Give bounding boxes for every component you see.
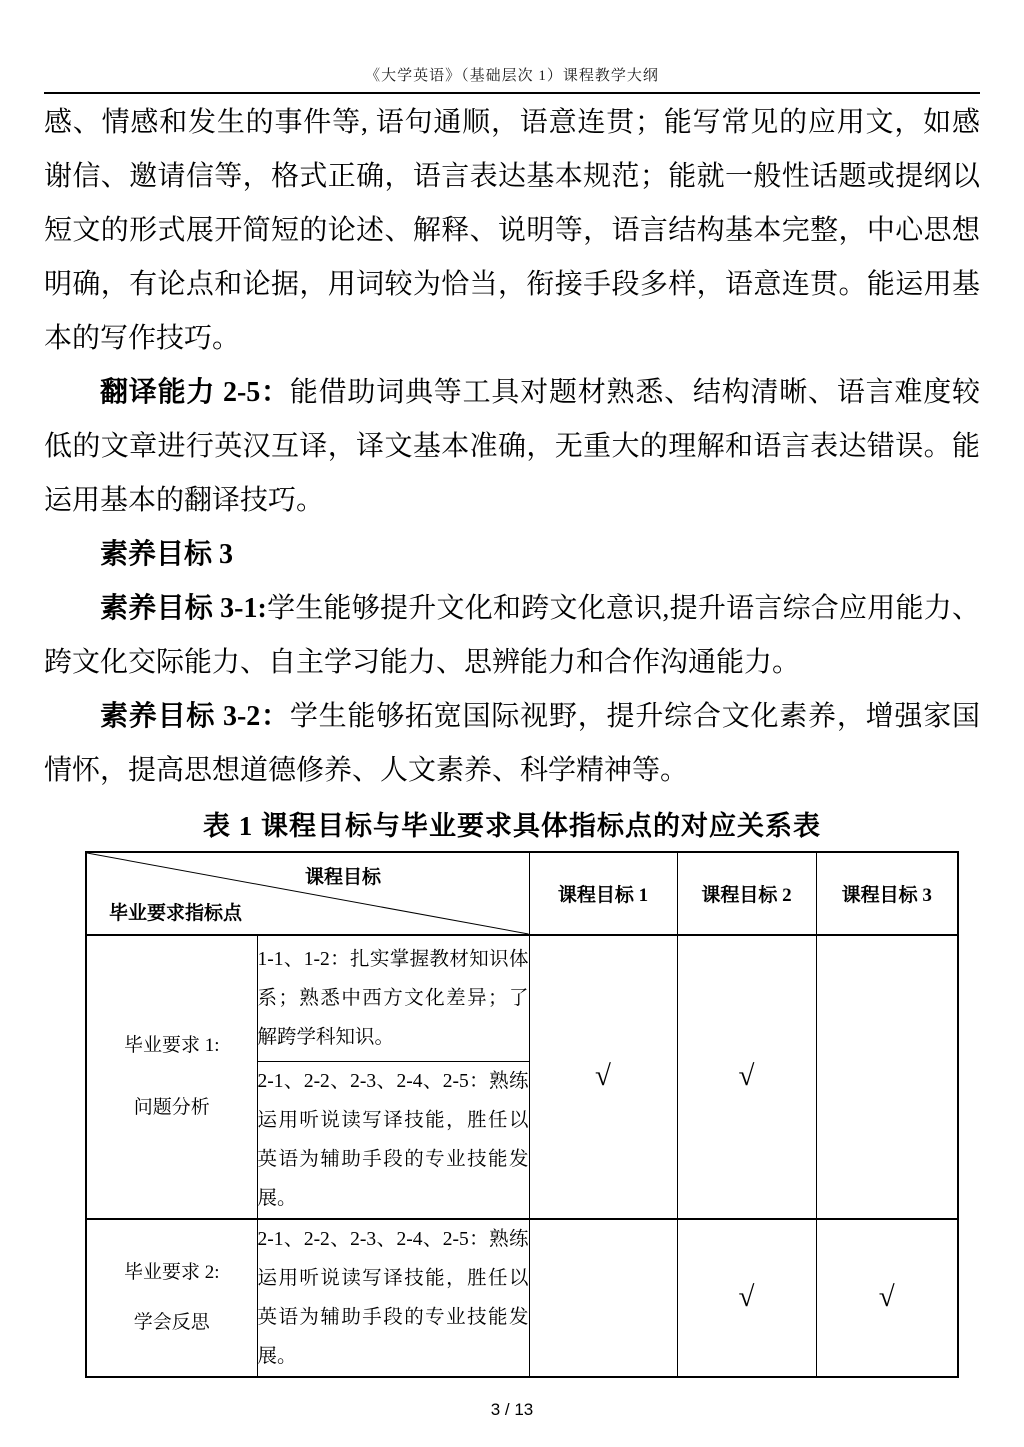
goal-3-check-cell-row-2: √ bbox=[816, 1219, 958, 1377]
indicator-2-x-cell-row-2: 2-1、2-2、2-3、2-4、2-5：熟练运用听说读写译技能，胜任以英语为辅助手段的专业技能发展。 bbox=[257, 1219, 529, 1377]
paragraph-text: 学生能够拓宽国际视野，提升综合文化素养，增强家国情怀，提高思想道德修养、人文素养、科学精神等。 bbox=[44, 701, 980, 786]
column-header-goal-1: 课程目标 1 bbox=[529, 852, 677, 935]
requirement-2-subtitle: 学会反思 bbox=[133, 1311, 210, 1333]
paragraph-literacy-goal-3 bbox=[44, 528, 980, 582]
paragraph-lead: 素养目标 3 bbox=[100, 539, 234, 570]
paragraph-lead: 素养目标 3-1: bbox=[100, 593, 267, 624]
requirement-1-subtitle: 问题分析 bbox=[133, 1096, 210, 1118]
diagonal-label-graduation-indicators: 毕业要求指标点 bbox=[109, 903, 243, 924]
paragraph-text: 能借助词典等工具对题材熟悉、结构清晰、语言难度较低的文章进行英汉互译，译文基本准确，无重大的理解和语言表达错误。能运用基本的翻译技巧。 bbox=[44, 377, 980, 516]
indicator-1-1-cell: 1-1、1-2：扎实掌握教材知识体系；熟悉中西方文化差异；了解跨学科知识。 bbox=[257, 935, 529, 1061]
paragraph-writing-skills bbox=[44, 96, 980, 366]
page-number: 3 / 13 bbox=[490, 1399, 534, 1419]
paragraph-lead: 素养目标 3-2： bbox=[100, 701, 290, 732]
table-header-row bbox=[86, 852, 958, 935]
table-row-requirement-1a bbox=[86, 935, 958, 1061]
goal-2-check-cell-row-2: √ bbox=[677, 1219, 816, 1377]
paragraph-literacy-goal-3-1 bbox=[44, 582, 980, 690]
requirement-1-title: 毕业要求 1: bbox=[123, 1034, 220, 1056]
course-goal-matrix-table bbox=[85, 851, 959, 1378]
paragraph-literacy-goal-3-2 bbox=[44, 690, 980, 798]
page-header bbox=[44, 0, 980, 94]
column-header-goal-2: 课程目标 2 bbox=[677, 852, 816, 935]
column-header-goal-3: 课程目标 3 bbox=[816, 852, 958, 935]
indicator-2-x-cell-row-1: 2-1、2-2、2-3、2-4、2-5：熟练运用听说读写译技能，胜任以英语为辅助手段的专业技能发展。 bbox=[257, 1061, 529, 1219]
table-caption: 表 1 课程目标与毕业要求具体指标点的对应关系表 bbox=[203, 811, 821, 841]
document-body bbox=[44, 96, 980, 798]
requirement-2-title: 毕业要求 2: bbox=[123, 1261, 220, 1283]
goal-1-check-cell-row-2 bbox=[529, 1219, 677, 1377]
header-title: 《大学英语》（基础层次 1）课程教学大纲 bbox=[44, 64, 980, 94]
goal-2-check-cell-row-1: √ bbox=[677, 935, 816, 1219]
paragraph-lead: 翻译能力 2-5： bbox=[100, 377, 290, 408]
diagonal-label-course-goals: 课程目标 bbox=[304, 867, 382, 888]
requirement-2-cell bbox=[86, 1219, 257, 1377]
paragraph-text: 学生能够提升文化和跨文化意识,提升语言综合应用能力、跨文化交际能力、自主学习能力、思辨能力和合作沟通能力。 bbox=[44, 593, 980, 678]
table-row-requirement-2 bbox=[86, 1219, 958, 1377]
requirement-1-cell bbox=[86, 935, 257, 1219]
goal-3-check-cell-row-1 bbox=[816, 935, 958, 1219]
diagonal-header-cell bbox=[86, 852, 529, 935]
goal-1-check-cell-row-1: √ bbox=[529, 935, 677, 1219]
paragraph-translation-ability bbox=[44, 366, 980, 528]
paragraph-text: 感、情感和发生的事件等, 语句通顺，语意连贯；能写常见的应用文，如感谢信、邀请信等，格式正确，语言表达基本规范；能就一般性话题或提纲以短文的形式展开简短的论述、解释、说明等，语言结构基本完整，中心思想明确，有论点和论据，用词较为恰当，衔接手段多样，语意连贯。能运用基本的写作技巧。 bbox=[44, 107, 980, 354]
